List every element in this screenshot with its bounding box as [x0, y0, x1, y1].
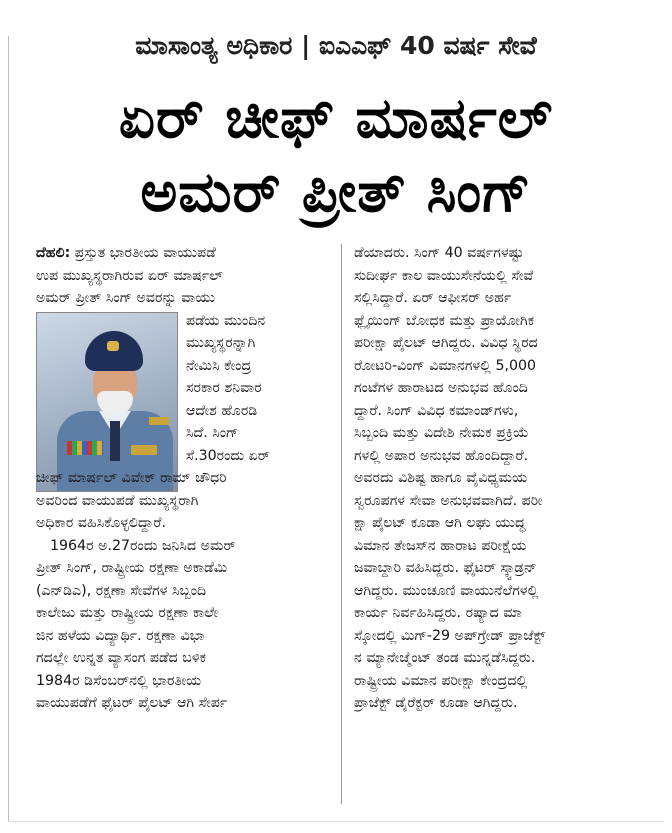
- article-line: ಸಲ್ಲಿಸಿದ್ದಾರೆ. ಏರ್ ಆಫೀಸರ್ ಅರ್ಹ: [354, 290, 512, 306]
- article-column-left: [36, 242, 328, 715]
- article-line: ಪಡೆಯ ಮುಂದಿನ: [186, 312, 266, 329]
- article-line: ವಾಯುಪಡೆಗೆ ಫೈಟರ್ ಪೈಲಟ್ ಆಗಿ ಸೇರ್ಪ: [36, 695, 228, 711]
- article-line: ಚೀಫ್ ಮಾರ್ಷಲ್ ವಿವೇಕ್ ರಾಮ್ ಚೌಧರಿ: [36, 470, 227, 486]
- column-divider: [341, 244, 342, 804]
- article-line: ಅಮರ್ ಪ್ರೀತ್ ಸಿಂಗ್ ಅವರನ್ನು ವಾಯು: [36, 290, 216, 306]
- article-line: ಸಿಬ್ಬಂದಿ ಮತ್ತು ವಿದೇಶಿ ನೇಮಕ ಪ್ರಕ್ರಿಯೆ: [354, 425, 529, 441]
- article-line: 1984ರ ಡಿಸೆಂಬರ್‌ನಲ್ಲಿ ಭಾರತೀಯ: [36, 672, 202, 689]
- kicker: ಮಾಸಾಂತ್ಯ ಅಧಿಕಾರ | ಐಎಎಫ್ 40 ವರ್ಷ ಸೇವೆ: [135, 31, 537, 60]
- article-line: ಅವರದು ವಿಶಿಷ್ಟ ಹಾಗೂ ವೈವಿಧ್ಯಮಯ: [354, 470, 528, 486]
- headline-line-1: ಏರ್ ಚೀಫ್ ಮಾರ್ಷಲ್: [118, 86, 554, 151]
- article-line: ಡೆಯಾದರು. ಸಿಂಗ್ 40 ವರ್ಷಗಳಷ್ಟು: [354, 245, 524, 261]
- article-line: ಅಧಿಕಾರ ವಹಿಸಿಕೊಳ್ಳಲಿದ್ದಾರೆ.: [36, 515, 166, 531]
- article-line: ಗಳಲ್ಲಿ ಅಪಾರ ಅನುಭವ ಹೊಂದಿದ್ದಾರೆ.: [354, 447, 529, 464]
- bottom-border-rule: [8, 821, 664, 822]
- article-line: ಮುಖ್ಯಸ್ಥರನ್ನಾಗಿ: [186, 335, 256, 351]
- article-line: ಕಾರ್ಯ ನಿರ್ವಹಿಸಿದ್ದರು. ರಷ್ಯಾದ ಮಾ: [354, 605, 522, 621]
- article-line: ಜವಾಬ್ದಾರಿ ವಹಿಸಿದ್ದರು. ಫೈಟರ್ ಸ್ಕ್ವಾಡ್ರನ್: [354, 560, 537, 576]
- article-column-right: [354, 242, 650, 715]
- article-line: ಪರೀಕ್ಷಾ ಪೈಲಟ್ ಆಗಿದ್ದರು. ವಿವಿಧ ಸ್ಥಿರದ: [354, 335, 538, 351]
- article-line: ಪ್ರಾಜೆಕ್ಟ್ ಡೈರೆಕ್ಟರ್ ಕೂಡಾ ಆಗಿದ್ದರು.: [354, 695, 518, 711]
- article-line: ದೆಹಲಿ: ಪ್ರಸ್ತುತ ಭಾರತೀಯ ವಾಯುಪಡೆ: [36, 245, 216, 261]
- article-line: ಸುದೀರ್ಘ ಕಾಲ ವಾಯುಸೇನೆಯಲ್ಲಿ ಸೇವೆ: [354, 267, 534, 284]
- article-line: ನ ಮ್ಯಾನೇಜ್ಮೆಂಟ್ ತಂಡ ಮುನ್ನಡೆಸಿದ್ದರು.: [354, 650, 536, 666]
- article-line: ಕಾಲೇಜು ಮತ್ತು ರಾಷ್ಟ್ರೀಯ ರಕ್ಷಣಾ ಕಾಲೇ: [36, 605, 219, 621]
- article-line: (ಎನ್‌ಡಿಎ), ರಕ್ಷಣಾ ಸೇವೆಗಳ ಸಿಬ್ಬಂದಿ: [36, 582, 207, 599]
- article-line: ದ್ದಾರೆ. ಸಿಂಗ್ ವಿವಿಧ ಕಮಾಂಡ್‌ಗಳು,: [354, 402, 519, 419]
- article-line: ಕ್ಷಾ ಪೈಲಟ್ ಕೂಡಾ ಆಗಿ ಲಘು ಯುದ್ಧ: [354, 515, 526, 531]
- article-line: ಜಿನ ಹಳೆಯ ವಿದ್ಯಾರ್ಥಿ. ರಕ್ಷಣಾ ವಿಭಾ: [36, 627, 205, 644]
- article-line: ಗದಲ್ಲೇ ಉನ್ನತ ವ್ಯಾಸಂಗ ಪಡೆದ ಬಳಿಕ: [36, 650, 207, 666]
- article-line: ರಾಷ್ಟ್ರೀಯ ವಿಮಾನ ಪರೀಕ್ಷಾ ಕೇಂದ್ರದಲ್ಲಿ: [354, 672, 528, 689]
- dateline: ದೆಹಲಿ:: [36, 245, 71, 261]
- article-line: ಆಗಿದ್ದರು. ಮುಂಚೂಣಿ ವಾಯುನೆಲೆಗಳಲ್ಲಿ: [354, 582, 539, 599]
- article-line: ಸಿದೆ. ಸಿಂಗ್: [186, 425, 239, 441]
- headline-line-2: ಅಮರ್ ಪ್ರೀತ್ ಸಿಂಗ್: [140, 160, 532, 225]
- article-line: ಸ್ಕೋದಲ್ಲಿ ಮಿಗ್-29 ಅಪ್‌ಗ್ರೇಡ್ ಪ್ರಾಜೆಕ್ಟ್: [354, 627, 546, 644]
- article-line: ಫ್ಲೈಯಿಂಗ್ ಬೋಧಕ ಮತ್ತು ಪ್ರಾಯೋಗಿಕ: [354, 312, 535, 329]
- article-line: ನೇಮಿಸಿ ಕೇಂದ್ರ: [186, 357, 252, 374]
- article-line: ಆದೇಶ ಹೊರಡಿ: [186, 402, 258, 419]
- article-line: ಸ್ವರೂಪಗಳ ಸೇವಾ ಅನುಭವವಾಗಿದೆ. ಪರೀ: [354, 492, 543, 509]
- article-line: ರೋಟರಿ-ವಿಂಗ್ ವಿಮಾನಗಳಲ್ಲಿ 5,000: [354, 357, 537, 374]
- article-line: 1964ರ ಅ.27ರಂದು ಜನಿಸಿದ ಅಮರ್: [50, 537, 236, 554]
- article-line: ಸರಕಾರ ಶನಿವಾರ: [186, 380, 262, 396]
- article-line: ವಿಮಾನ ತೇಜಸ್‌ನ ಹಾರಾಟ ಪರೀಕ್ಷೆಯ: [354, 537, 527, 554]
- article-line: ಗಂಟೆಗಳ ಹಾರಾಟದ ಅನುಭವ ಹೊಂದಿ: [354, 380, 528, 396]
- article-line: ಅವರಿಂದ ವಾಯುಪಡೆ ಮುಖ್ಯಸ್ಥರಾಗಿ: [36, 492, 199, 509]
- article-line: ಉಪ ಮುಖ್ಯಸ್ಥರಾಗಿರುವ ಏರ್ ಮಾರ್ಷಲ್: [36, 267, 223, 284]
- article-line: ಪ್ರೀತ್ ಸಿಂಗ್, ರಾಷ್ಟ್ರೀಯ ರಕ್ಷಣಾ ಅಕಾಡೆಮಿ: [36, 560, 228, 576]
- article-line: ಸೆ.30ರಂದು ಏರ್: [186, 447, 270, 464]
